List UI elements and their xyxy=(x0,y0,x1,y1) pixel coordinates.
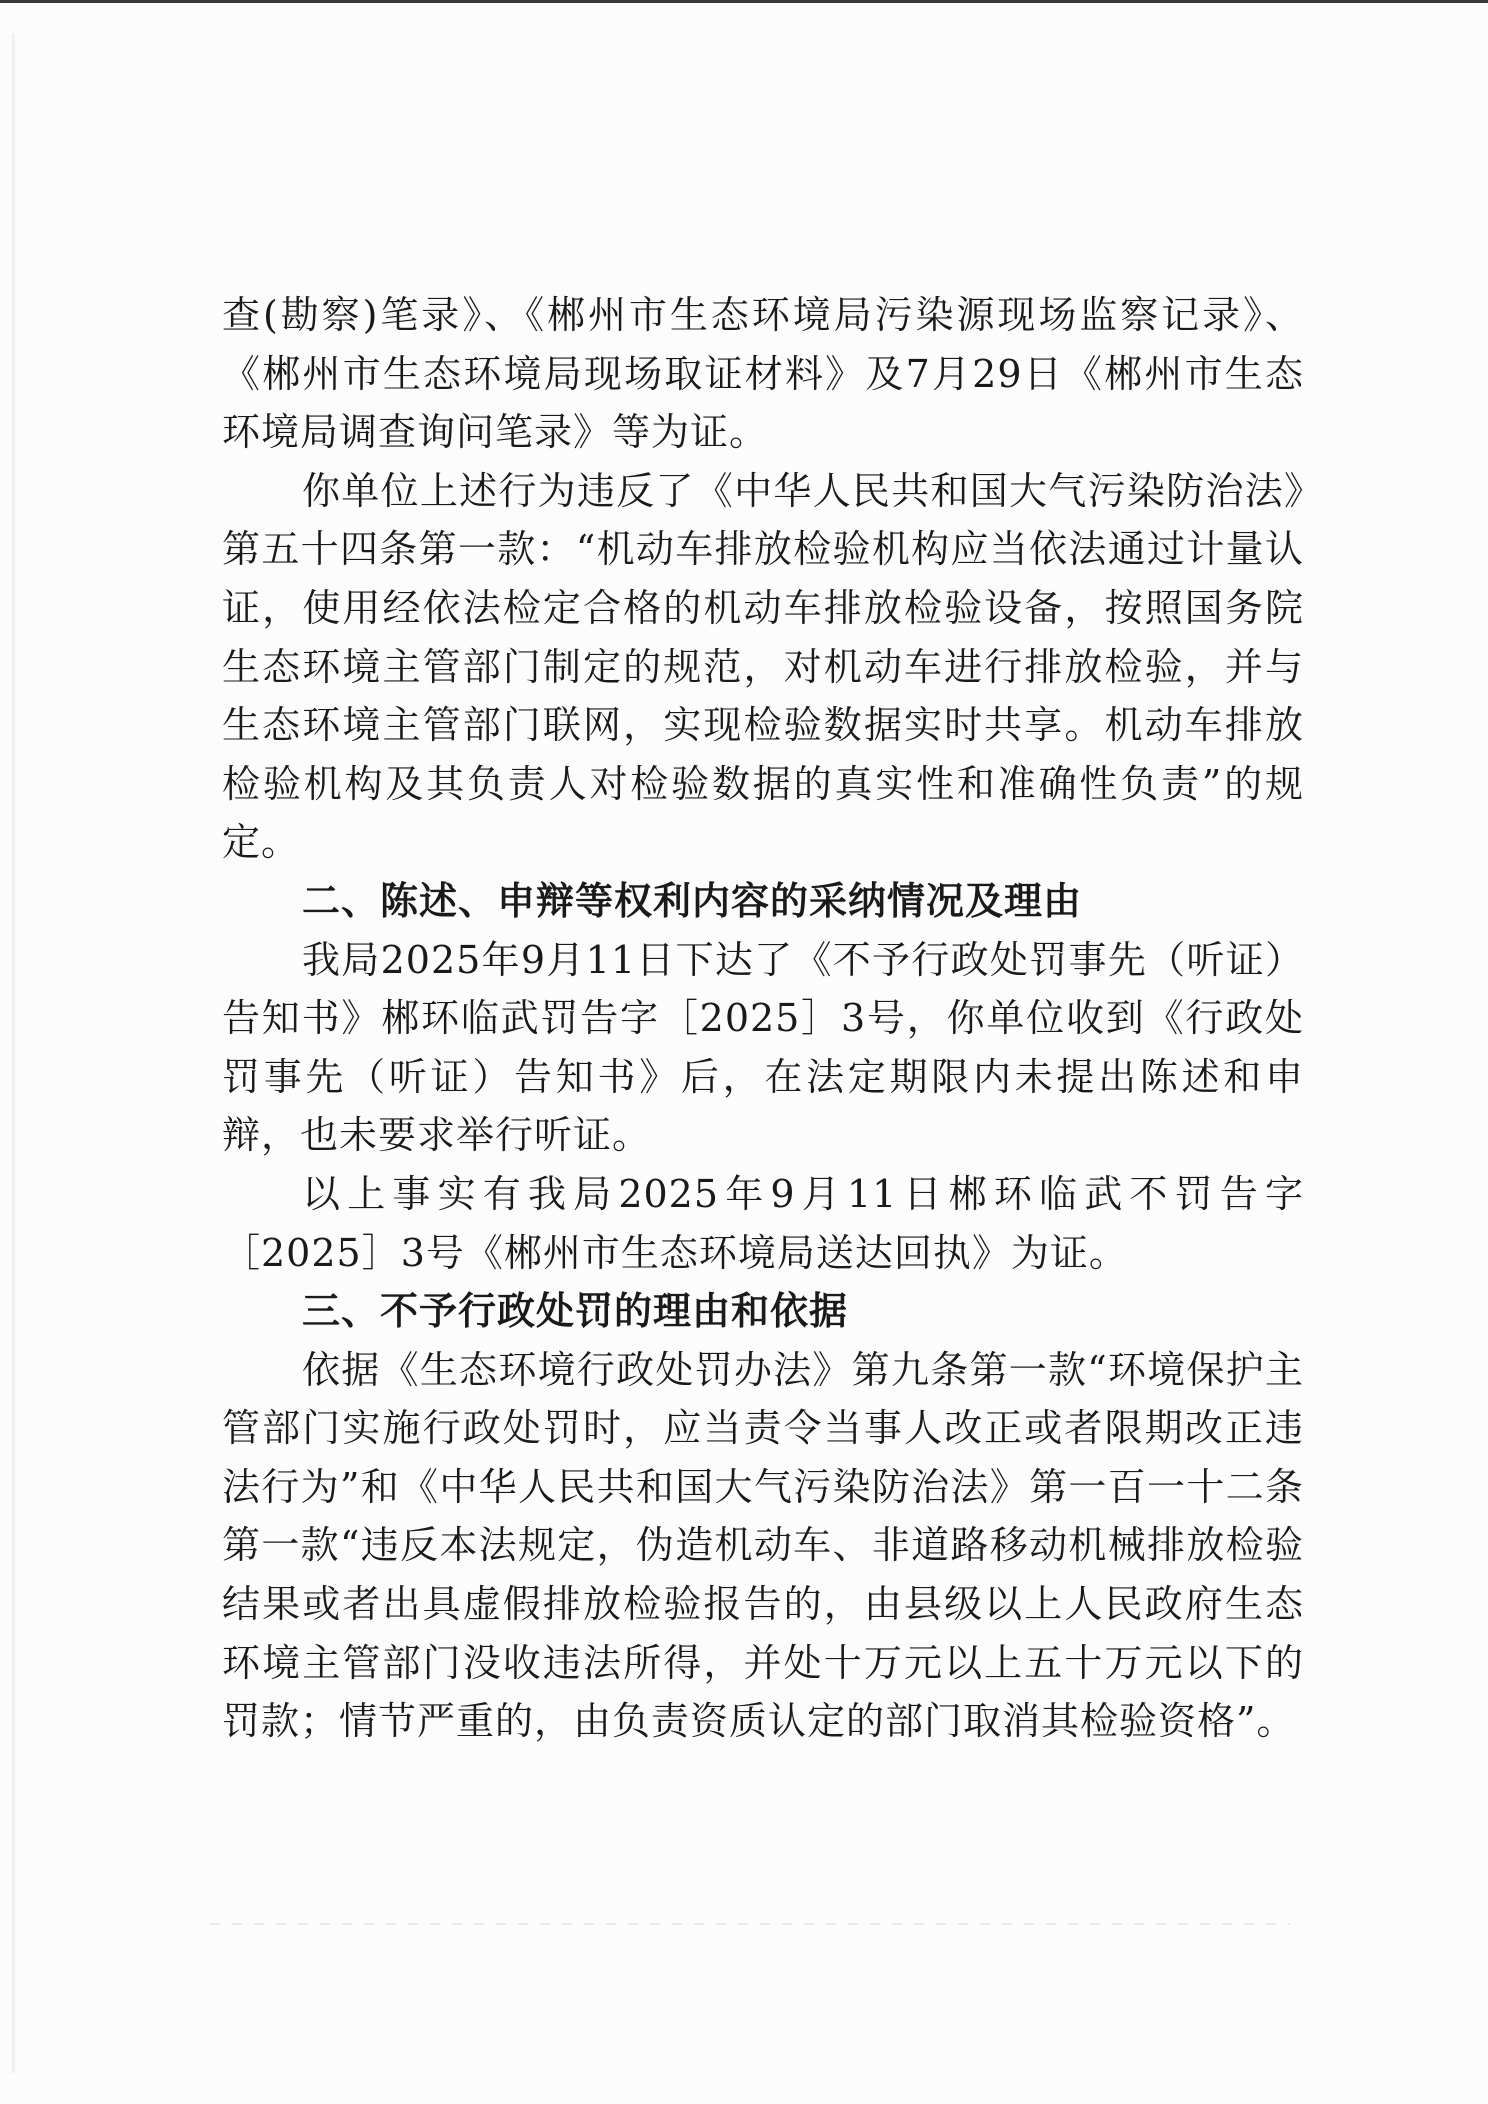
scan-edge-shadow xyxy=(12,33,16,2073)
section-heading-statement: 二、陈述、申辩等权利内容的采纳情况及理由 xyxy=(302,878,1083,923)
continuation-paragraph: 查(勘察)笔录》、《郴州市生态环境局污染源现场监察记录》、《郴州市生态环境局现场取证材料》及7月29日《郴州市生态环境局调查询问笔录》等为证。 xyxy=(222,293,1304,455)
faint-stamp-bleed xyxy=(210,1923,1290,1925)
section-heading-basis: 三、不予行政处罚的理由和依据 xyxy=(302,1289,849,1334)
legal-basis-paragraph: 依据《生态环境行政处罚办法》第九条第一款“环境保护主管部门实施行政处罚时，应当责令当事人改正或者限期改正违法行为”和《中华人民共和国大气污染防治法》第一百一十二条第一款“违反本法规定，伪造机动车、非道路移动机械排放检验结果或者出具虚假排放检验报告的，由县级以上人民政府生态环境主管部门没收违法所得，并处十万元以上五十万元以下的罚款；情节严重的，由负责资质认定的部门取消其检验资格”。 xyxy=(222,1347,1304,1744)
violation-paragraph: 你单位上述行为违反了《中华人民共和国大气污染防治法》第五十四条第一款：“机动车排放检验机构应当依法通过计量认证，使用经依法检定合格的机动车排放检验设备，按照国务院生态环境主管部门制定的规范，对机动车进行排放检验，并与生态环境主管部门联网，实现检验数据实时共享。机动车排放检验机构及其负责人对检验数据的真实性和准确性负责”的规定。 xyxy=(222,468,1304,865)
notice-paragraph: 我局2025年9月11日下达了《不予行政处罚事先（听证）告知书》郴环临武罚告字［2025］3号，你单位收到《行政处罚事先（听证）告知书》后，在法定期限内未提出陈述和申辩，也未要求举行听证。 xyxy=(222,937,1304,1158)
evidence-paragraph: 以上事实有我局2025年9月11日郴环临武不罚告字［2025］3号《郴州市生态环境局送达回执》为证。 xyxy=(222,1171,1304,1275)
document-body xyxy=(222,286,1304,1751)
